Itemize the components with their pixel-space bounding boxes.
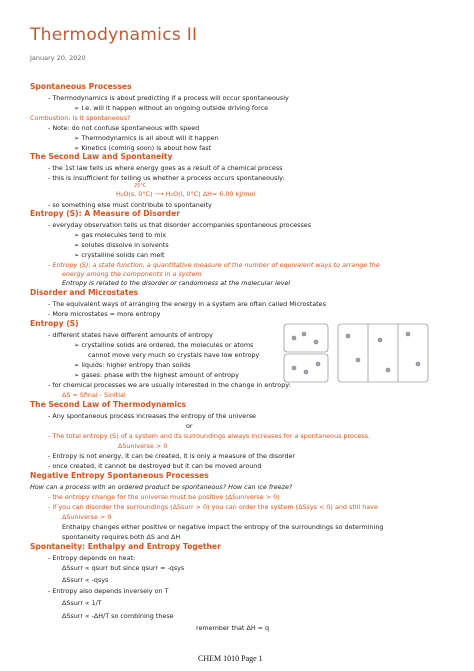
note-line: - the 1st law tells us where energy goes as a result of a chemical process (48, 164, 283, 172)
note-line: - the entropy change for the universe must be positive (ΔSuniverse > 0) (48, 493, 280, 501)
note-line: - Entropy depends on heat: (48, 554, 136, 562)
note-line: remember that ΔH = q (196, 624, 270, 632)
note-line: ΔSuniverse > 0 (62, 513, 112, 521)
note-line: Enthalpy changes either positive or negative impact the entropy of the surroundings so determining (62, 523, 384, 531)
note-line: - The total entropy (S) of a system and its surroundings always increases for a spontaneous process. (48, 432, 371, 440)
page-title: Thermodynamics II (30, 25, 198, 45)
section-heading: Negative Entropy Spontaneous Processes (30, 471, 209, 480)
note-line: - this is insufficient for telling us whether a process occurs spontaneously: (48, 174, 285, 182)
section-heading: The Second Law and Spontaneity (30, 152, 173, 161)
note-line: ΔSsurr ∝ -qsys (62, 576, 109, 584)
note-line: spontaneity requires both ΔS and ΔH (62, 533, 181, 541)
note-line: - once created, it cannot be destroyed but it can be moved around (48, 462, 262, 470)
note-line: - so something else must contribute to spontaneity (48, 201, 212, 209)
note-line: energy among the components in a system (62, 270, 202, 278)
section-heading: The Second Law of Thermodynamics (30, 400, 187, 409)
note-line: - Entropy is not energy, it can be created, it is only a measure of the disorder (48, 452, 296, 460)
note-line: ➢ Kinetics (coming soon) is about how fast (74, 144, 212, 152)
note-line: - The equivalent ways of arranging the energy in a system are often called Microstates (48, 300, 326, 308)
note-line: ➢ liquids: higher entropy than solids (74, 361, 191, 369)
note-line: ➢ gases: phase with the highest amount of entropy (74, 371, 239, 379)
section-heading: Entropy (S) (30, 319, 79, 328)
note-line: 25°C (134, 183, 147, 189)
note-line: - everyday observation tells us that disorder accompanies spontaneous processes (48, 221, 312, 229)
section-heading: Disorder and Microstates (30, 288, 139, 297)
note-line: - different states have different amounts of entropy (48, 331, 213, 339)
section-heading: Entropy (S): A Measure of Disorder (30, 209, 181, 218)
note-line: - for chemical processes we are usually interested in the change in entropy: (48, 381, 291, 389)
note-line: ➢ crystalline solids are ordered, the molecules or atoms (74, 341, 254, 349)
note-line: - Entropy (S): a state function, a quantitative measure of the number of equivalent ways to arrange the (48, 261, 380, 269)
note-line: ➢ I.e. will it happen without an ongoing outside driving force (74, 104, 269, 112)
note-line: - Entropy also depends inversely on T (48, 587, 169, 595)
note-line: - Thermodynamics is about predicting if a process will occur spontaneously (48, 94, 289, 102)
note-line: ➢ gas molecules tend to mix (74, 231, 166, 239)
note-line: cannot move very much so crystals have low entropy (88, 351, 260, 359)
note-line: ➢ Thermodynamics is all about will it happen (74, 134, 219, 142)
note-line: - Any spontaneous process increases the entropy of the universe (48, 412, 256, 420)
microstate-diagram-right (338, 324, 428, 382)
section-heading: Spontaneity: Enthalpy and Entropy Together (30, 542, 221, 551)
note-line: ΔS = Sfinal - Sinitial (62, 391, 126, 399)
note-line: How can a process with an ordered product be spontaneous? How can ice freeze? (30, 483, 293, 491)
page-footer: CHEM 1010 Page 1 (198, 654, 263, 663)
note-line: or (186, 422, 193, 430)
note-line: ΔSsurr ∝ 1/T (62, 599, 102, 607)
note-line: ΔSuniverse > 0 (118, 442, 168, 450)
note-line: H₂O(s, 0°C) ⟶ H₂O(l, 0°C) ΔH= 6.00 kJ/mol (116, 190, 256, 198)
note-line: - Note: do not confuse spontaneous with speed (48, 124, 200, 132)
note-line: - if you can disorder the surroundings (ΔSsurr > 0) you can order the system (ΔSsys < 0) and still have (48, 503, 378, 511)
note-line: ΔSsurr ∝ qsurr but since qsurr = -qsys (62, 564, 185, 572)
note-line: - More microstates = more entropy (48, 310, 161, 318)
microstate-diagram-left (284, 324, 328, 382)
note-line: ➢ solutes dissolve in solvents (74, 241, 169, 249)
page-date: January 20, 2020 (30, 54, 86, 62)
note-line: Entropy is related to the disorder or randomness at the molecular level (62, 279, 291, 287)
microstates-figure (282, 320, 432, 385)
note-line: ΔSsurr ∝ -ΔH/T so combining these (62, 612, 174, 620)
note-line: ➢ crystalline solids can melt (74, 251, 165, 259)
note-line: Combustion: Is it spontaneous? (30, 114, 131, 122)
section-heading: Spontaneous Processes (30, 82, 132, 91)
